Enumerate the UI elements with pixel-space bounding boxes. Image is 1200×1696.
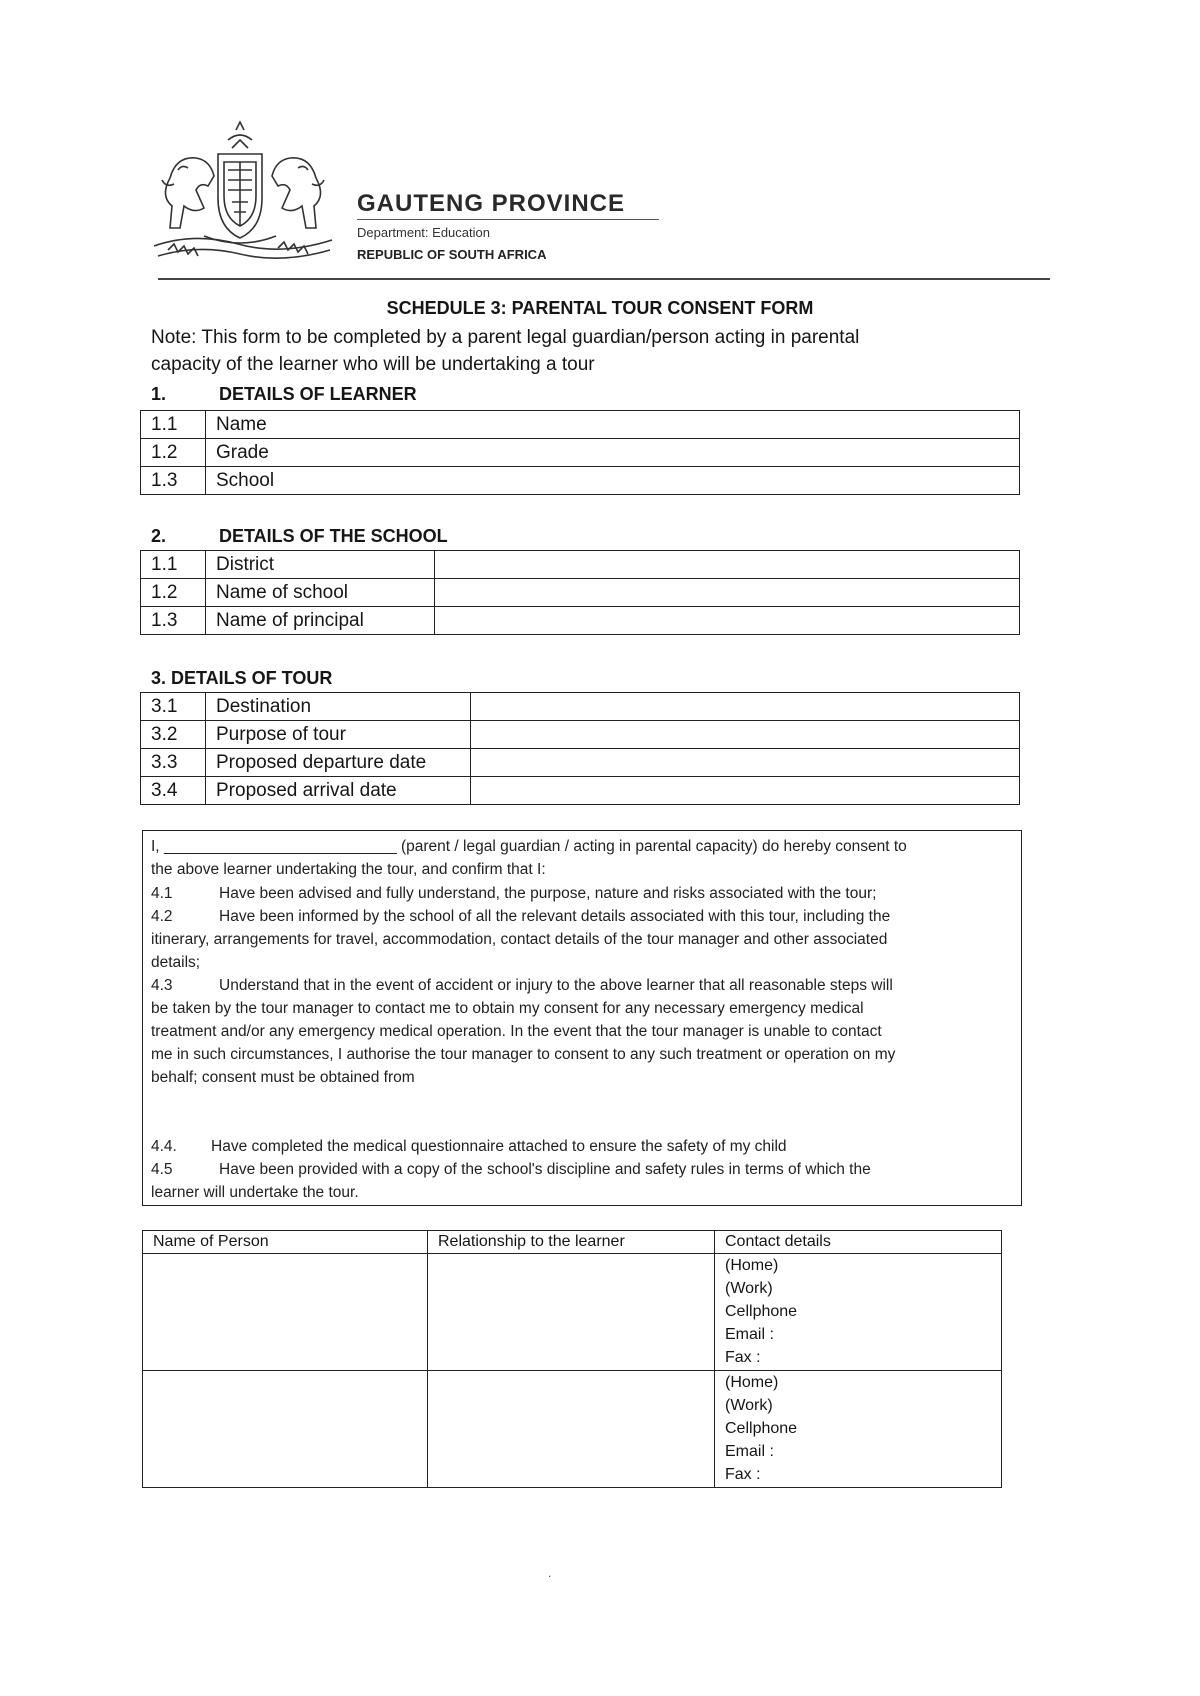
item-4-5 — [151, 1161, 871, 1179]
department-name: Department: Education — [357, 225, 490, 240]
row-number: 1.3 — [141, 607, 206, 635]
section-2-number: 2. — [151, 526, 167, 546]
contact-line: (Home) — [725, 1374, 779, 1391]
declaration-intro-line-2: the above learner undertaking the tour, and confirm that I: — [151, 861, 546, 878]
item-4-3-line-3: treatment and/or any emergency medical operation. In the event that the tour manager is unable to contact — [151, 1023, 882, 1040]
contact-line: Cellphone — [725, 1303, 798, 1320]
row-number: 1.2 — [141, 579, 206, 607]
row-number: 3.1 — [141, 693, 206, 721]
contact-line: Email : — [725, 1326, 774, 1343]
item-4-3-line-5: behalf; consent must be obtained from — [151, 1069, 415, 1086]
item-number: 4.3 — [151, 977, 173, 994]
item-number: 4.5 — [151, 1161, 173, 1178]
contact-line: Email : — [725, 1443, 774, 1460]
section-1-number: 1. — [151, 384, 167, 404]
item-text: Have been informed by the school of all the relevant details associated with this tour, including the — [219, 908, 891, 925]
table-header-row — [143, 1231, 1002, 1254]
destination-field[interactable] — [471, 693, 1020, 721]
contact-line: Cellphone — [725, 1420, 798, 1437]
section-3-title: 3. DETAILS OF TOUR — [151, 668, 333, 688]
table-row — [141, 411, 1020, 439]
intro-prefix: I, — [151, 838, 160, 855]
field-label: District — [206, 551, 435, 579]
school-name-field[interactable] — [435, 579, 1020, 607]
section-1-title: DETAILS OF LEARNER — [219, 384, 417, 404]
field-label: School — [216, 469, 275, 491]
item-4-2-line-3: details; — [151, 954, 201, 971]
field-label: Grade — [216, 441, 269, 463]
contact-line: (Work) — [725, 1280, 773, 1297]
table-row — [143, 1371, 1002, 1488]
table-row — [141, 777, 1020, 805]
table-row — [141, 693, 1020, 721]
table-row — [141, 467, 1020, 495]
column-header: Name of Person — [143, 1231, 428, 1254]
row-number: 3.3 — [141, 749, 206, 777]
item-4-1 — [151, 885, 876, 903]
relationship-field[interactable] — [428, 1371, 715, 1488]
column-header: Relationship to the learner — [428, 1231, 715, 1254]
row-number: 3.2 — [141, 721, 206, 749]
org-name: GAUTENG PROVINCE — [357, 190, 626, 217]
table-row — [141, 721, 1020, 749]
contact-name-field[interactable] — [143, 1371, 428, 1488]
field-label: Purpose of tour — [206, 721, 471, 749]
intro-suffix: (parent / legal guardian / acting in parental capacity) do hereby consent to — [396, 838, 907, 855]
section-2-title: DETAILS OF THE SCHOOL — [219, 526, 448, 546]
district-field[interactable] — [435, 551, 1020, 579]
item-4-5-line-2: learner will undertake the tour. — [151, 1184, 359, 1201]
row-number: 3.4 — [141, 777, 206, 805]
row-number: 1.1 — [141, 411, 206, 439]
item-number: 4.2 — [151, 908, 173, 925]
field-label: Proposed departure date — [206, 749, 471, 777]
item-number: 4.4. — [151, 1138, 177, 1155]
guardian-name-field[interactable]: ___________________________ — [163, 838, 397, 855]
contact-line: (Home) — [725, 1257, 779, 1274]
item-text: Understand that in the event of accident or injury to the above learner that all reasonable steps will — [219, 977, 893, 994]
contact-line: Fax : — [725, 1466, 761, 1483]
table-row — [141, 551, 1020, 579]
item-4-3-line-4: me in such circumstances, I authorise the tour manager to consent to any such treatment or operation on my — [151, 1046, 896, 1063]
principal-name-field[interactable] — [435, 607, 1020, 635]
note-line-2: capacity of the learner who will be undertaking a tour — [151, 354, 595, 375]
item-4-2-line-2: itinerary, arrangements for travel, accommodation, contact details of the tour manager and other associated — [151, 931, 888, 948]
item-4-3-line-2: be taken by the tour manager to contact me to obtain my consent for any necessary emergency medical — [151, 1000, 864, 1017]
learner-school-field[interactable] — [206, 467, 1020, 495]
learner-details-table — [140, 410, 1020, 495]
tour-details-table — [140, 692, 1020, 805]
item-4-2 — [151, 908, 890, 926]
table-row — [141, 579, 1020, 607]
purpose-field[interactable] — [471, 721, 1020, 749]
contact-line: (Work) — [725, 1397, 773, 1414]
row-number: 1.2 — [141, 439, 206, 467]
item-4-3 — [151, 977, 893, 995]
column-header: Contact details — [715, 1231, 1002, 1254]
contact-details-cell[interactable] — [715, 1371, 1002, 1488]
country-name: REPUBLIC OF SOUTH AFRICA — [357, 247, 547, 262]
departure-date-field[interactable] — [471, 749, 1020, 777]
relationship-field[interactable] — [428, 1254, 715, 1371]
emergency-contacts-table — [142, 1230, 1002, 1488]
table-row — [143, 1254, 1002, 1371]
contact-line: Fax : — [725, 1349, 761, 1366]
item-number: 4.1 — [151, 885, 173, 902]
field-label: Name of principal — [206, 607, 435, 635]
note-line-1: Note: This form to be completed by a parent legal guardian/person acting in parental — [151, 327, 860, 348]
header-divider — [158, 278, 1050, 280]
coat-of-arms-icon — [148, 118, 338, 268]
header-underline — [357, 219, 659, 220]
form-title: SCHEDULE 3: PARENTAL TOUR CONSENT FORM — [386, 298, 814, 318]
arrival-date-field[interactable] — [471, 777, 1020, 805]
table-row — [141, 749, 1020, 777]
learner-grade-field[interactable] — [206, 439, 1020, 467]
field-label: Name — [216, 413, 267, 435]
contact-details-cell[interactable] — [715, 1254, 1002, 1371]
row-number: 1.1 — [141, 551, 206, 579]
row-number: 1.3 — [141, 467, 206, 495]
field-label: Destination — [206, 693, 471, 721]
field-label: Proposed arrival date — [206, 777, 471, 805]
field-label: Name of school — [206, 579, 435, 607]
item-text: Have been advised and fully understand, the purpose, nature and risks associated with the tour; — [219, 885, 877, 902]
footer-mark: . — [548, 1566, 552, 1580]
table-row — [141, 439, 1020, 467]
item-text: Have been provided with a copy of the school's discipline and safety rules in terms of which the — [219, 1161, 871, 1178]
declaration-intro — [151, 838, 907, 856]
item-text: Have completed the medical questionnaire attached to ensure the safety of my child — [211, 1138, 787, 1155]
school-details-table — [140, 550, 1020, 635]
table-row — [141, 607, 1020, 635]
contact-name-field[interactable] — [143, 1254, 428, 1371]
item-4-4 — [151, 1138, 787, 1156]
learner-name-field[interactable] — [206, 411, 1020, 439]
